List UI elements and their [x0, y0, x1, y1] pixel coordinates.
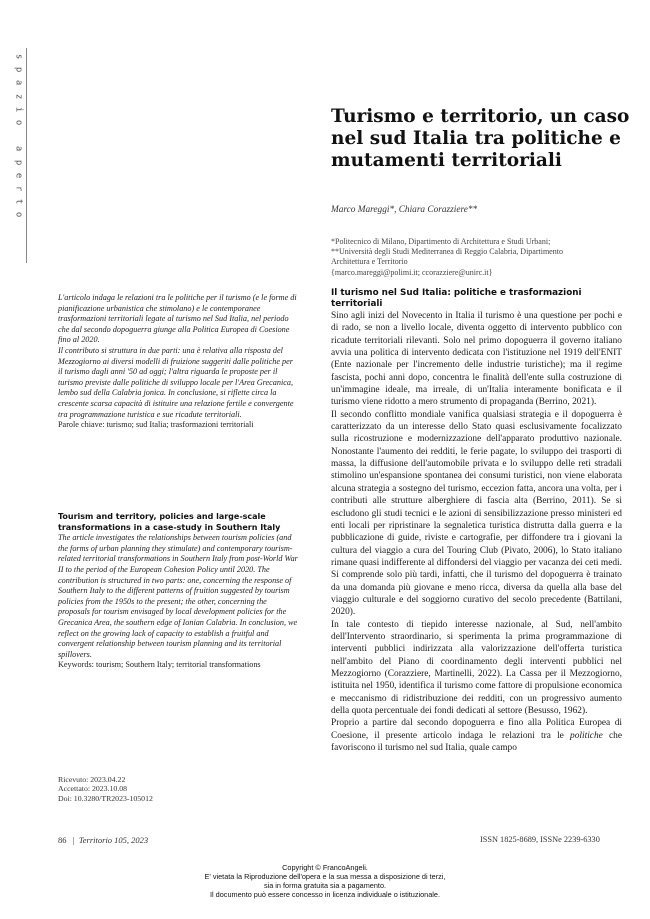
abstract-english — [58, 512, 298, 671]
english-title: Tourism and territory, policies and large-scale transformations in a case-study in Southern Italy — [58, 512, 281, 532]
issn: ISSN 1825-8689, ISSNe 2239-6330 — [480, 835, 600, 844]
journal-name: Territorio 105, 2023 — [78, 835, 149, 845]
body-text: che favoriscono il turismo nel sud Italia, quale campo — [331, 730, 623, 754]
section-label-vertical — [11, 50, 25, 260]
affiliation-line: **Università degli Studi Mediterranea di Reggio Calabria, Dipartimento — [331, 247, 563, 257]
keywords-italian: Parole chiave: turismo; sud Italia; trasformazioni territoriali — [58, 420, 254, 430]
copyright-line: Copyright © FrancoAngeli. — [282, 863, 368, 872]
section-label-letter: z — [13, 93, 24, 99]
copyright-line: E' vietata la Riproduzione dell'opera e la sua messa a disposizione di terzi, — [204, 872, 446, 881]
section-label-letter: a — [13, 146, 24, 152]
abstract-paragraph: Il contributo si struttura in due parti: una è relativa alla risposta del Mezzogiorno ai diversi modelli di fruizione suggeriti dalle politiche per il turismo dagli anni '50 ad oggi; l'altra riguarda le proposte per il turismo previste dalle politiche di sviluppo locale per l'Area Grecanica, lembo sud della Calabria jonica. In conclusione, si riflette circa la crescente scarsa capacità di istituire una relazione fertile e convergente tra programmazione turistica e sue ricadute territoriali. — [58, 345, 294, 419]
section-heading: Il turismo nel Sud Italia: politiche e trasformazioni territoriali — [331, 288, 582, 309]
body-paragraph — [331, 717, 622, 754]
doi: Doi: 10.3280/TR2023-105012 — [58, 793, 153, 803]
body-paragraph: Il secondo conflitto mondiale vanifica qualsiasi strategia e il dopoguerra è caratterizzato da un interesse dello Stato quasi esclusivamente focalizzato sulla ricostruzione e modernizzazione dell'apparato produttivo nazionale. Nonostante l'aumento dei redditi, le ferie pagate, lo sviluppo dei trasporti di massa, la diffusione dell'automobile privata e lo sviluppo delle reti stradali stimolino un'espansione spontanea dei consumi turistici, non viene elaborata alcuna strategia a sostegno del turismo, eccezion fatta, ancora una volta, per i contributi alle strutture alberghiere di fascia alta (Berrino, 2011). Se si escludono gli studi tecnici e le azioni di sensibilizzazione presso ministeri ed enti locali per ripristinare la segnaletica turistica distrutta dalla guerra e la pubblicazione di guide, riviste e cartografie, per diffondere tra i giovani la cultura del viaggio a cura del Touring Club (Pivato, 2006), lo Stato italiano rimane quasi indifferente al diffondersi del viaggio per vacanza dei ceti medi. Si comprende solo più tardi, infatti, che il turismo del dopoguerra è trainato da una domanda più giovane e meno ricca, diversa da quella alla base del viaggio culturale e del soggiorno curativo del secolo precedente (Battilani, 2020). — [331, 409, 622, 618]
page-footer-left — [58, 835, 148, 845]
article-title: Turismo e territorio, un caso nel sud Italia tra politiche e mutamenti territoriali — [331, 106, 630, 171]
publication-dates — [58, 775, 153, 803]
section-divider-line — [26, 48, 27, 263]
accepted-date: Accettato: 2023.10.08 — [58, 784, 128, 794]
section-label-letter: p — [13, 159, 24, 165]
section-label-letter: o — [13, 212, 24, 218]
copyright-line: Il documento può essere concesso in licenza individuale o istituzionale. — [210, 890, 440, 899]
abstract-paragraph: L'articolo indaga le relazioni tra le politiche per il turismo (e le forme di pianificazione urbanistica che stimolano) e le contemporanee trasformazioni territoriali legate al turismo nel Sud Italia, nel periodo che dal secondo dopoguerra giunge alla Politica Europea di Coesione fino al 2020. — [58, 293, 297, 345]
section-label-letter: r — [13, 185, 24, 192]
keywords-english: Keywords: tourism; Southern Italy; territorial transformations — [58, 660, 261, 670]
copyright-line: sia in forma gratuita sia a pagamento. — [263, 881, 387, 890]
section-label-letter: a — [13, 80, 24, 86]
abstract-paragraph: The article investigates the relationships between tourism policies (and the forms of urban planning they stimulate) and contemporary tourism-related territorial transformations in Southern Italy from post-World War II to the period of the European Cohesion Policy until 2020. The contribution is structured in two parts: one, concerning the response of Southern Italy to the different patterns of fruition suggested by tourism policies from the 1950s to the present; the other, concerning the proposals for tourism envisaged by local development policies for the Grecanica Area, the southern edge of Ionian Calabria. In conclusion, we reflect on the growing lack of capacity to establish a fruitful and convergent relationship between tourism planning and its territorial spillovers. — [58, 533, 298, 659]
article-body — [331, 288, 622, 754]
body-paragraph: Sino agli inizi del Novecento in Italia il turismo è una questione per pochi e di rado, se non a livello locale, diventa oggetto di intervento pubblico con ricadute territoriali rilevanti. Solo nel primo dopoguerra il governo italiano avvia una politica di intervento dedicata con l'istituzione nel 1919 dell'ENIT (Ente nazionale per l'incremento delle industrie turistiche); ma il regime fascista, pochi anni dopo, concentra le finalità dell'ente sulla costruzione di un'immagine ideale, ma irreale, di un'Italia interamente bonificata e il turismo viene ridotto a mero strumento di propaganda (Berrino, 2021). — [331, 311, 622, 408]
section-label-letter: e — [13, 172, 24, 178]
author-affiliations — [331, 237, 621, 278]
body-emphasis: politiche — [570, 730, 603, 741]
page-number: 86 — [58, 835, 67, 845]
footer-separator: | — [72, 835, 75, 845]
section-label-letter: i — [13, 106, 24, 113]
section-label-letter: t — [13, 198, 24, 205]
section-label-letter: o — [13, 119, 24, 126]
section-label-letter: p — [13, 67, 24, 73]
copyright-notice — [0, 863, 650, 899]
author-emails: {marco.mareggi@polimi.it; ccorazziere@unirc.it} — [331, 267, 493, 277]
section-label-letter: s — [13, 53, 24, 60]
body-text: Proprio a partire dal secondo dopoguerra e fino alla Politica Europea di Coesione, il presente articolo indaga le relazioni tra le — [331, 718, 622, 741]
abstract-italian — [58, 293, 298, 431]
body-paragraph: In tale contesto di tiepido interesse nazionale, al Sud, nell'ambito dell'Intervento straordinario, si sperimenta la prima programmazione di interventi pubblici indirizzata alla valorizzazione dell'offerta turistica nell'ambito del Piano di coordinamento degli interventi pubblici nel Mezzogiorno (Corazziere, Martinelli, 2022). La Cassa per il Mezzogiorno, istituita nel 1950, identifica il turismo come fattore di propulsione economica e meccanismo di ridistribuzione dei redditi, con un progressivo aumento della quota percentuale dei fondi dedicati al settore (Besusso, 1962). — [331, 619, 622, 716]
affiliation-line: *Politecnico di Milano, Dipartimento di Architettura e Studi Urbani; — [331, 237, 551, 246]
received-date: Ricevuto: 2023.04.22 — [58, 775, 126, 784]
affiliation-line: Architettura e Territorio — [331, 257, 408, 267]
article-authors: Marco Mareggi*, Chiara Corazziere** — [331, 205, 478, 215]
